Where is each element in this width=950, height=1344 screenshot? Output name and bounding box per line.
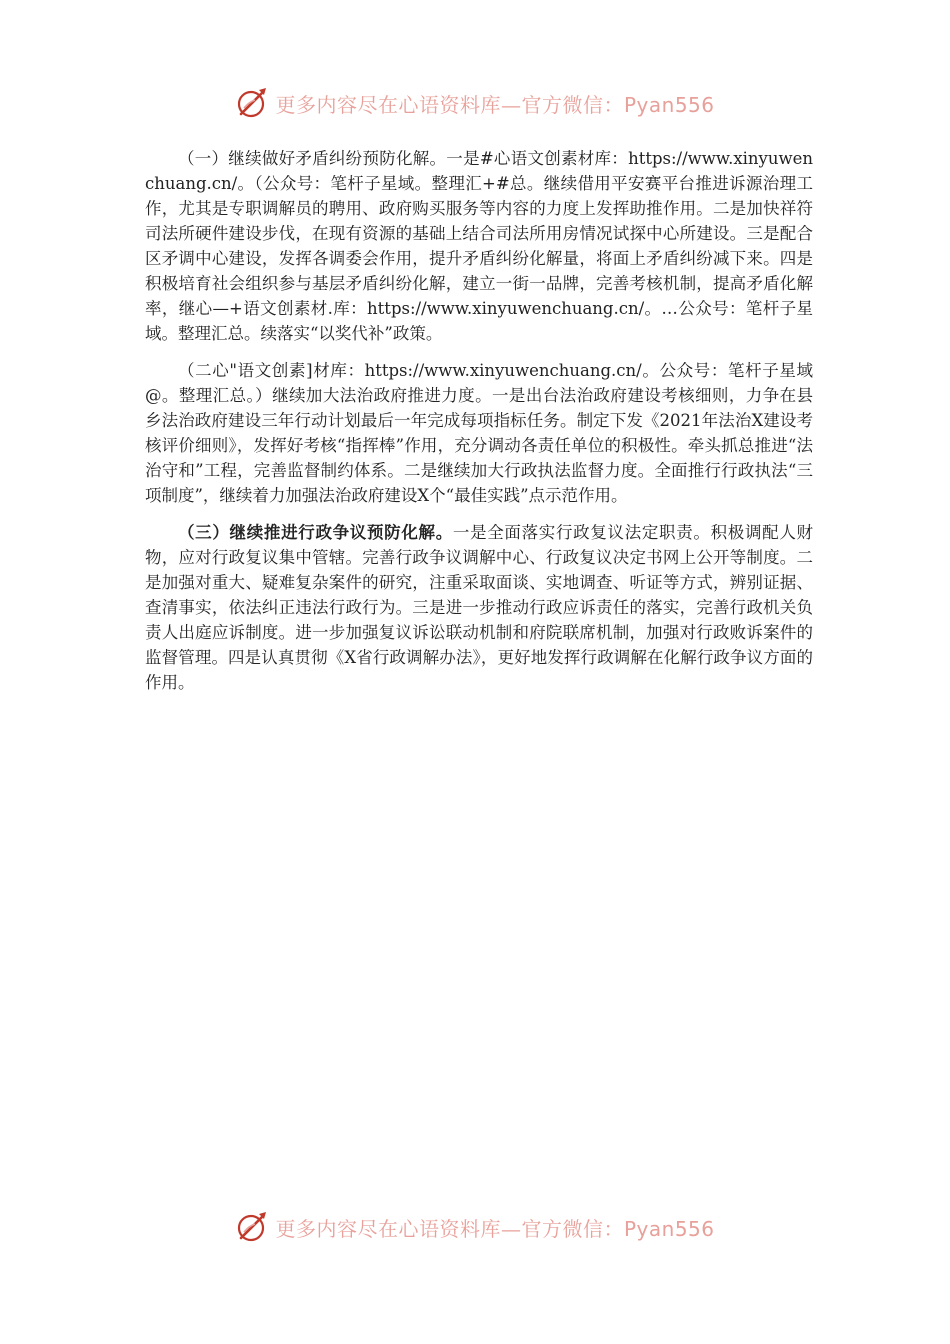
- brush-logo-icon: [235, 1210, 269, 1244]
- paragraph-2: [145, 358, 813, 508]
- paragraph-3: [145, 520, 813, 695]
- brush-logo-icon: [235, 86, 269, 120]
- paragraph-text: （二心"语文创素]材库：https://www.xinyuwenchuang.cn/。公众号：笔杆子星域@。整理汇总。）继续加大法治政府推进力度。一是出台法治政府建设考核细则，力争在县乡法治政府建设三年行动计划最后一年完成每项指标任务。制定下发《2021年法治X建设考核评价细则》，发挥好考核“指挥棒”作用，充分调动各责任单位的积极性。牵头抓总推进“法治守和”工程，完善监督制约体系。二是继续加大行政执法监督力度。全面推行行政执法“三项制度”，继续着力加强法治政府建设X个“最佳实践”点示范作用。: [145, 361, 813, 505]
- document-body: [145, 146, 813, 707]
- paragraph-text: 一是全面落实行政复议法定职责。积极调配人财物，应对行政复议集中管辖。完善行政争议调解中心、行政复议决定书网上公开等制度。二是加强对重大、疑难复杂案件的研究，注重采取面谈、实地调查、听证等方式，辨别证据、查清事实，依法纠正违法行政行为。三是进一步推动行政应诉责任的落实，完善行政机关负责人出庭应诉制度。进一步加强复议诉讼联动机制和府院联席机制，加强对行政败诉案件的监督管理。四是认真贯彻《X省行政调解办法》，更好地发挥行政调解在化解行政争议方面的作用。: [145, 523, 814, 692]
- watermark-text: 更多内容尽在心语资料库—官方微信：Pyan556: [275, 92, 715, 117]
- paragraph-1: [145, 146, 813, 346]
- watermark-header: [0, 86, 950, 120]
- paragraph-text: （一）继续做好矛盾纠纷预防化解。一是#心语文创素材库：https://www.xinyuwenchuang.cn/。（公众号：笔杆子星域。整理汇+#总。继续借用平安赛平台推进诉源治理工作，尤其是专职调解员的聘用、政府购买服务等内容的力度上发挥助推作用。二是加快祥符司法所硬件建设步伐，在现有资源的基础上结合司法所用房情况试探中心所建设。三是配合区矛调中心建设，发挥各调委会作用，提升矛盾纠纷化解量，将面上矛盾纠纷减下来。四是积极培育社会组织参与基层矛盾纠纷化解，建立一街一品牌，完善考核机制，提高矛盾化解率，继心—+语文创素材.库：https://www.xinyuwenchuang.cn/。…公众号：笔杆子星域。整理汇总。续落实“以奖代补”政策。: [145, 149, 813, 343]
- watermark-footer: [0, 1210, 950, 1244]
- paragraph-heading: （三）继续推进行政争议预防化解。: [178, 523, 453, 542]
- watermark-text: 更多内容尽在心语资料库—官方微信：Pyan556: [275, 1216, 715, 1241]
